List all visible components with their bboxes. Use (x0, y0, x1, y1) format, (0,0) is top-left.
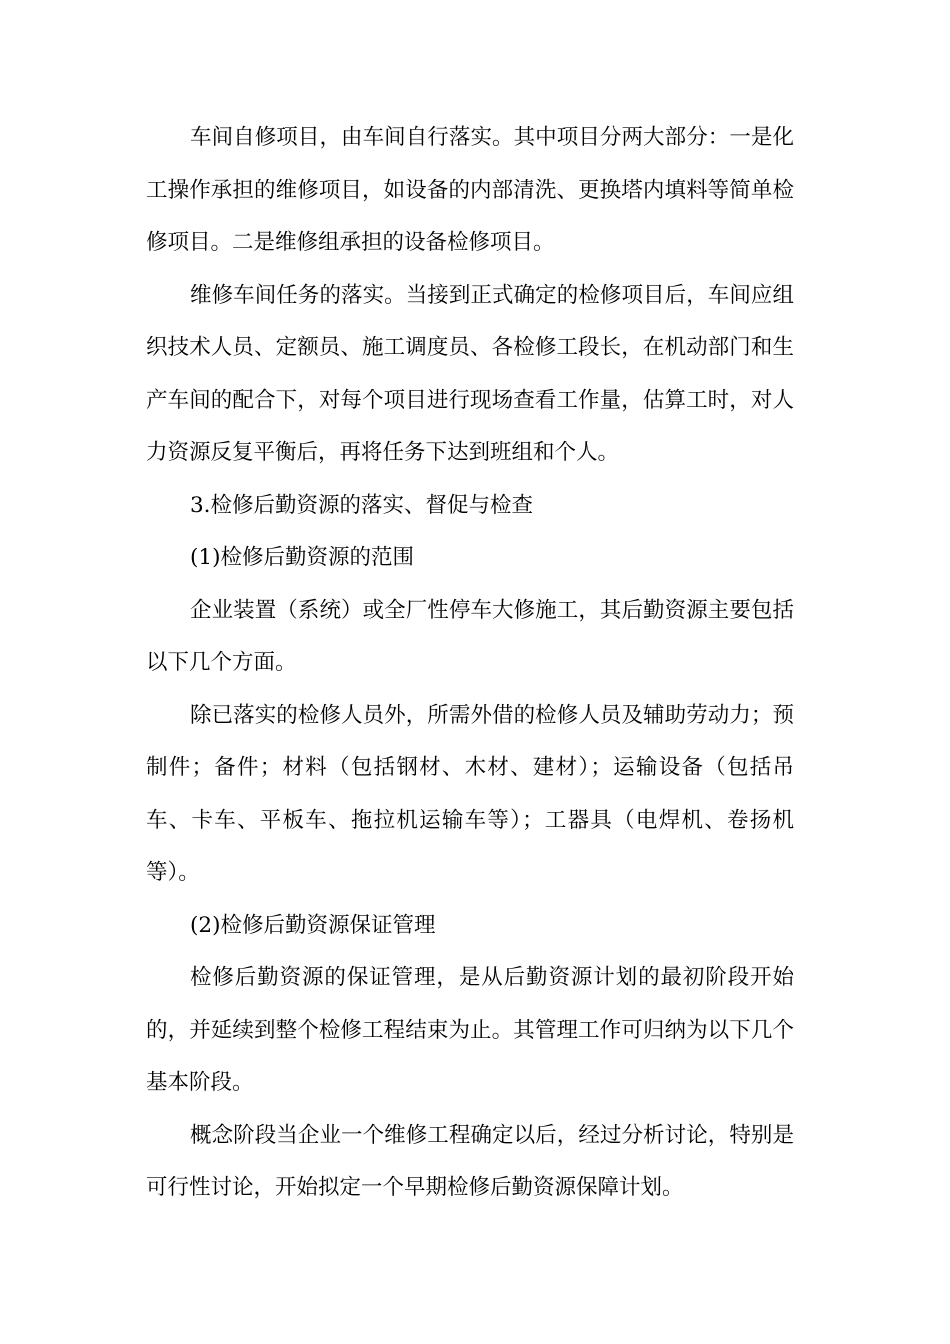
paragraph-management-intro: 检修后勤资源的保证管理，是从后勤资源计划的最初阶段开始的，并延续到整个检修工程结束为止。其管理工作可归纳为以下几个基本阶段。 (146, 965, 794, 1095)
paragraph-concept-stage: 概念阶段当企业一个维修工程确定以后，经过分析讨论，特别是可行性讨论，开始拟定一个早期检修后勤资源保障计划。 (146, 1122, 794, 1200)
document-page (146, 112, 794, 1215)
paragraph-scope-intro: 企业装置（系统）或全厂性停车大修施工，其后勤资源主要包括以下几个方面。 (146, 597, 794, 675)
paragraph-resource-list: 除已落实的检修人员外，所需外借的检修人员及辅助劳动力；预制件；备件；材料（包括钢材、木材、建材）；运输设备（包括吊车、卡车、平板车、拖拉机运输车等）；工器具（电焊机、卷扬机等）。 (146, 702, 794, 885)
paragraph-self-repair-items: 车间自修项目，由车间自行落实。其中项目分两大部分：一是化工操作承担的维修项目，如设备的内部清洗、更换塔内填料等简单检修项目。二是维修组承担的设备检修项目。 (146, 125, 794, 255)
subheading-logistics-scope: (1)检修后勤资源的范围 (190, 545, 414, 570)
section-heading-logistics: 3.检修后勤资源的落实、督促与检查 (190, 492, 534, 518)
subheading-logistics-management: (2)检修后勤资源保证管理 (190, 912, 436, 938)
paragraph-workshop-tasks: 维修车间任务的落实。当接到正式确定的检修项目后，车间应组织技术人员、定额员、施工调度员、各检修工段长，在机动部门和生产车间的配合下，对每个项目进行现场查看工作量，估算工时，对人力资源反复平衡后，再将任务下达到班组和个人。 (146, 282, 794, 465)
